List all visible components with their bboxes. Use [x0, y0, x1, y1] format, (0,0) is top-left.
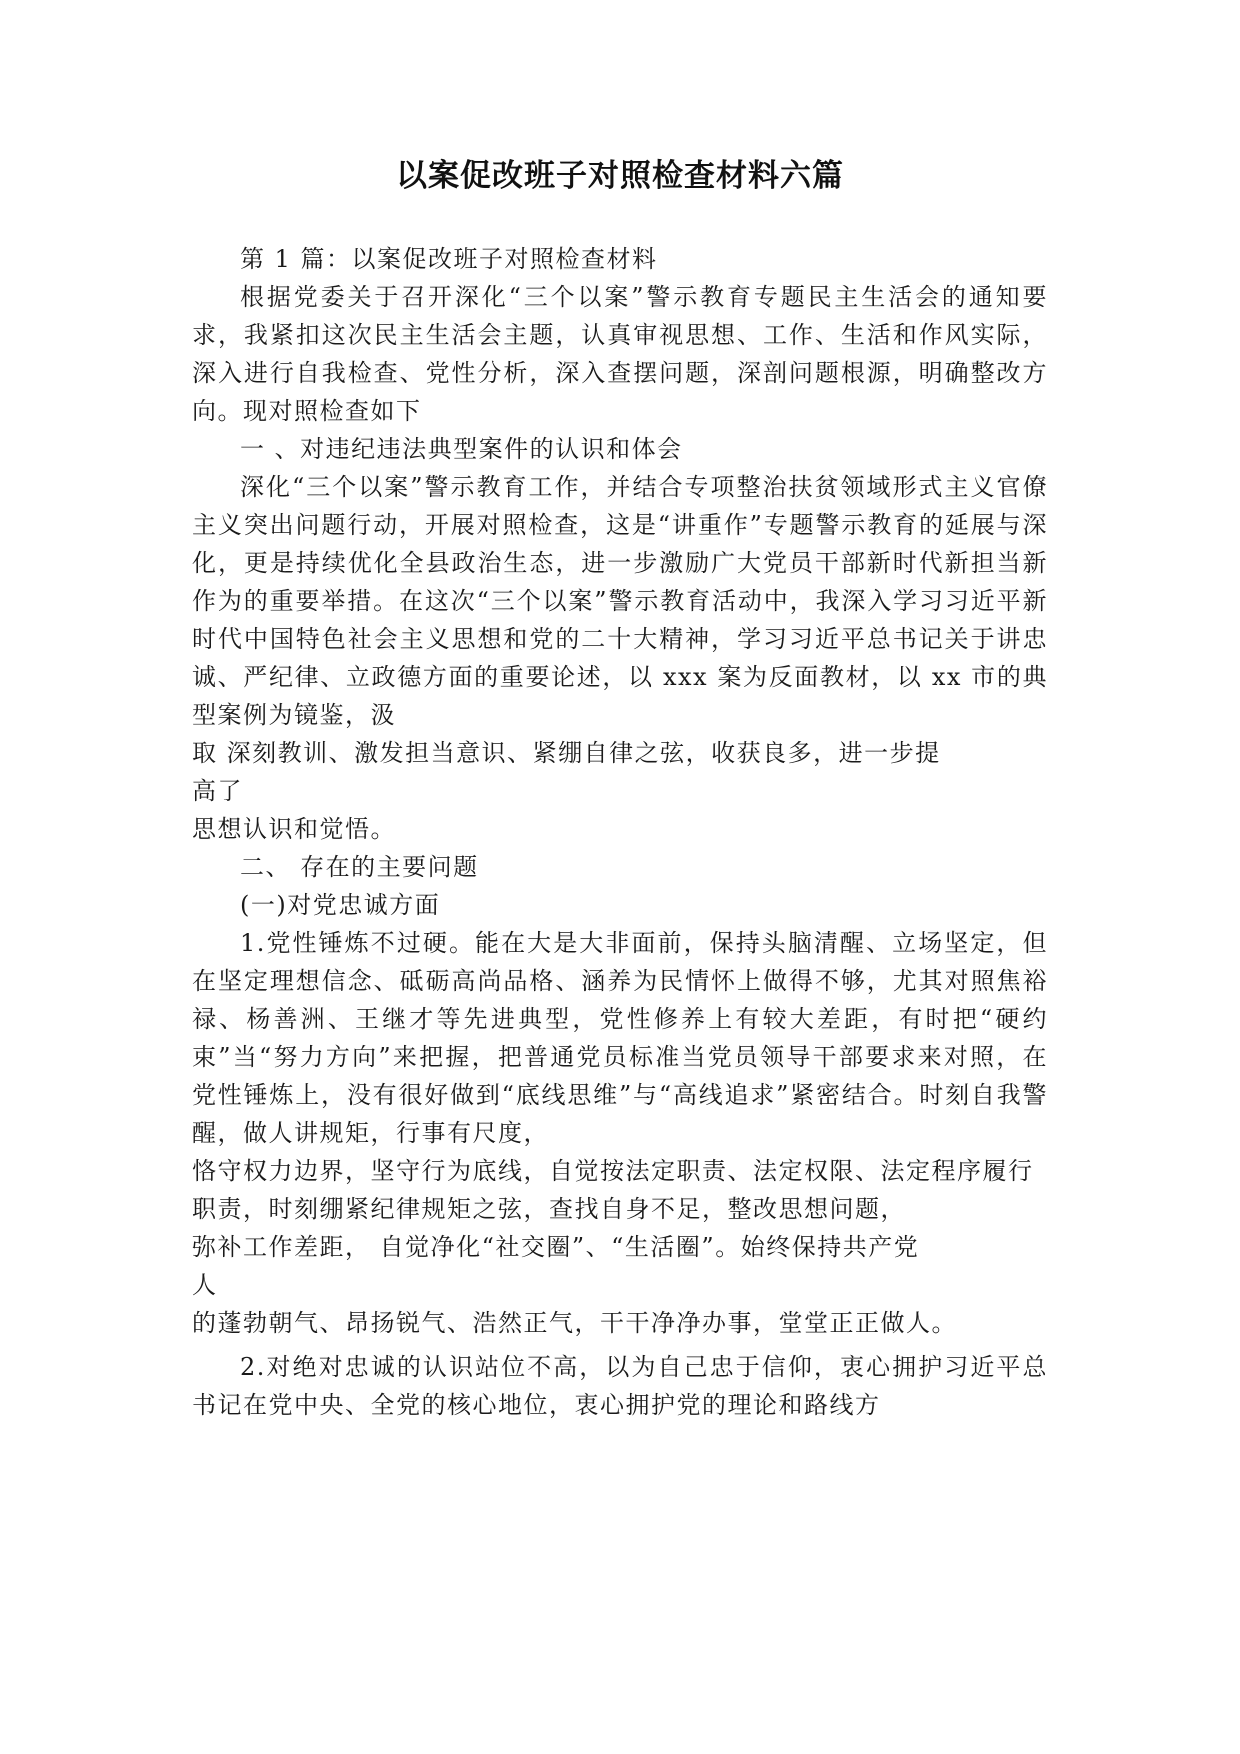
item-one-line-c: 弥补工作差距， 自觉净化“社交圈”、“生活圈”。始终保持共产党: [192, 1233, 920, 1261]
section-title: 第 1 篇：以案促改班子对照检查材料: [240, 245, 658, 273]
subheading-loyalty: (一)对党忠诚方面: [240, 891, 441, 919]
document-title: 以案促改班子对照检查材料六篇: [396, 158, 844, 194]
paragraph-one-line-b: 取 深刻教训、激发担当意识、紧绷自律之弦，收获良多，进一步提: [192, 739, 941, 767]
paragraph-one-line-c: 高了: [192, 777, 243, 805]
item-one-line-d: 人: [192, 1271, 218, 1299]
intro-paragraph: 根据党委关于召开深化“三个以案”警示教育专题民主生活会的通知要求，我紧扣这次民主生活会主题，认真审视思想、工作、生活和作风实际，深入进行自我检查、党性分析，深入查摆问题，深剖问题根源，明确整改方向。现对照检查如下: [192, 283, 1048, 425]
heading-two: 二、 存在的主要问题: [240, 853, 479, 881]
item-one-part-b: 恪守权力边界，坚守行为底线，自觉按法定职责、法定权限、法定程序履行职责，时刻绷紧纪律规矩之弦，查找自身不足，整改思想问题，: [192, 1157, 1034, 1223]
item-one-line-e: 的蓬勃朝气、昂扬锐气、浩然正气，干干净净办事，堂堂正正做人。: [192, 1309, 957, 1337]
document-body: [192, 240, 1048, 1424]
heading-one: 一 、对违纪违法典型案件的认识和体会: [240, 435, 683, 463]
item-two: 2.对绝对忠诚的认识站位不高，以为自己忠于信仰，衷心拥护习近平总书记在党中央、全党的核心地位，衷心拥护党的理论和路线方: [192, 1353, 1048, 1419]
paragraph-one: 深化“三个以案”警示教育工作，并结合专项整治扶贫领域形式主义官僚主义突出问题行动，开展对照检查，这是“讲重作”专题警示教育的延展与深化，更是持续优化全县政治生态，进一步激励广大党员干部新时代新担当新作为的重要举措。在这次“三个以案”警示教育活动中，我深入学习习近平新时代中国特色社会主义思想和党的二十大精神，学习习近平总书记关于讲忠诚、严纪律、立政德方面的重要论述，以 xxx 案为反面教材，以 xx 市的典型案例为镜鉴，汲: [192, 473, 1048, 729]
item-one-part-a: 1.党性锤炼不过硬。能在大是大非面前，保持头脑清醒、立场坚定，但在坚定理想信念、砥砺高尚品格、涵养为民情怀上做得不够，尤其对照焦裕禄、杨善洲、王继才等先进典型，党性修养上有较大差距，有时把“硬约束”当“努力方向”来把握，把普通党员标准当党员领导干部要求来对照，在党性锤炼上，没有很好做到“底线思维”与“高线追求”紧密结合。时刻自我警醒，做人讲规矩，行事有尺度，: [192, 929, 1048, 1147]
paragraph-one-line-d: 思想认识和觉悟。: [192, 815, 396, 843]
